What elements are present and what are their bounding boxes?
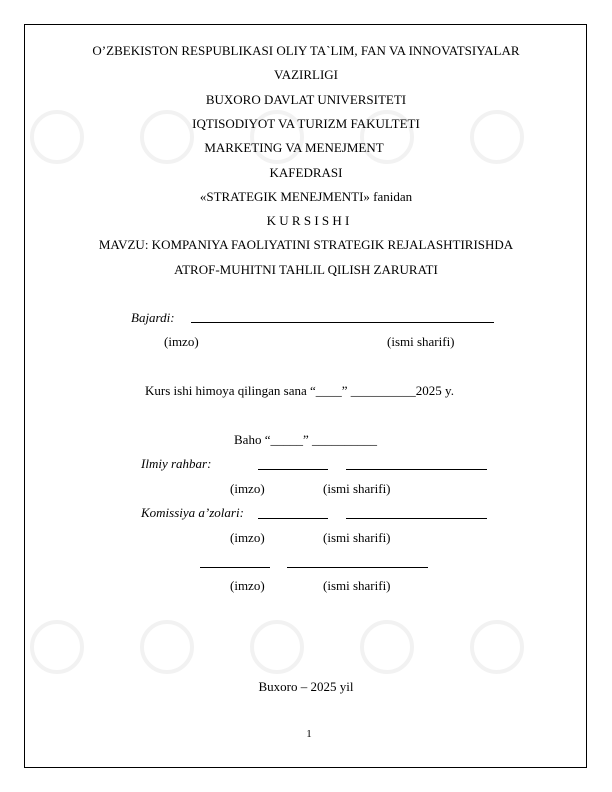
supervisor-name-line xyxy=(346,469,487,470)
city-year: Buxoro – 2025 yil xyxy=(258,679,354,694)
topic-line-1: MAVZU: KOMPANIYA FAOLIYATINI STRATEGIK REJALASHTIRISHDA xyxy=(98,237,514,252)
bajardi-line xyxy=(191,322,494,323)
department-name: MARKETING VA MENEJMENT xyxy=(204,140,384,155)
defense-date: Kurs ishi himoya qilingan sana “____” __________2025 y. xyxy=(145,383,454,398)
watermark-icon xyxy=(250,620,304,674)
page-number: 1 xyxy=(306,728,312,740)
commission2-name-line xyxy=(287,567,428,568)
faculty-name: IQTISODIYOT VA TURIZM FAKULTETI xyxy=(192,116,420,131)
work-type: K U R S I S H I xyxy=(266,213,350,228)
watermark-icon xyxy=(30,620,84,674)
supervisor-label: Ilmiy rahbar: xyxy=(141,456,212,471)
imzo-caption: (imzo) xyxy=(230,481,265,496)
bajardi-label: Bajardi: xyxy=(131,310,175,325)
commission-name-line xyxy=(346,518,487,519)
imzo-caption: (imzo) xyxy=(230,578,265,593)
ismi-caption: (ismi sharifi) xyxy=(323,530,391,545)
topic-line-2: ATROF-MUHITNI TAHLIL QILISH ZARURATI xyxy=(174,262,438,277)
ismi-caption: (ismi sharifi) xyxy=(323,481,391,496)
ministry-name: O’ZBEKISTON RESPUBLIKASI OLIY TA`LIM, FAN VA INNOVATSIYALAR xyxy=(92,43,520,58)
commission-sign-line xyxy=(258,518,328,519)
ministry-name-cont: VAZIRLIGI xyxy=(273,67,339,82)
ismi-caption: (ismi sharifi) xyxy=(387,334,455,349)
imzo-caption: (imzo) xyxy=(230,530,265,545)
department-label: KAFEDRASI xyxy=(269,165,343,180)
commission2-sign-line xyxy=(200,567,270,568)
watermark-icon xyxy=(470,620,524,674)
watermark-icon xyxy=(140,620,194,674)
university-name: BUXORO DAVLAT UNIVERSITETI xyxy=(205,92,407,107)
commission-label: Komissiya a’zolari: xyxy=(141,505,244,520)
grade-field: Baho “_____” __________ xyxy=(234,432,377,447)
subject-name: «STRATEGIK MENEJMENTI» fanidan xyxy=(199,189,413,204)
watermark-icon xyxy=(360,620,414,674)
supervisor-sign-line xyxy=(258,469,328,470)
ismi-caption: (ismi sharifi) xyxy=(323,578,391,593)
imzo-caption: (imzo) xyxy=(164,334,199,349)
